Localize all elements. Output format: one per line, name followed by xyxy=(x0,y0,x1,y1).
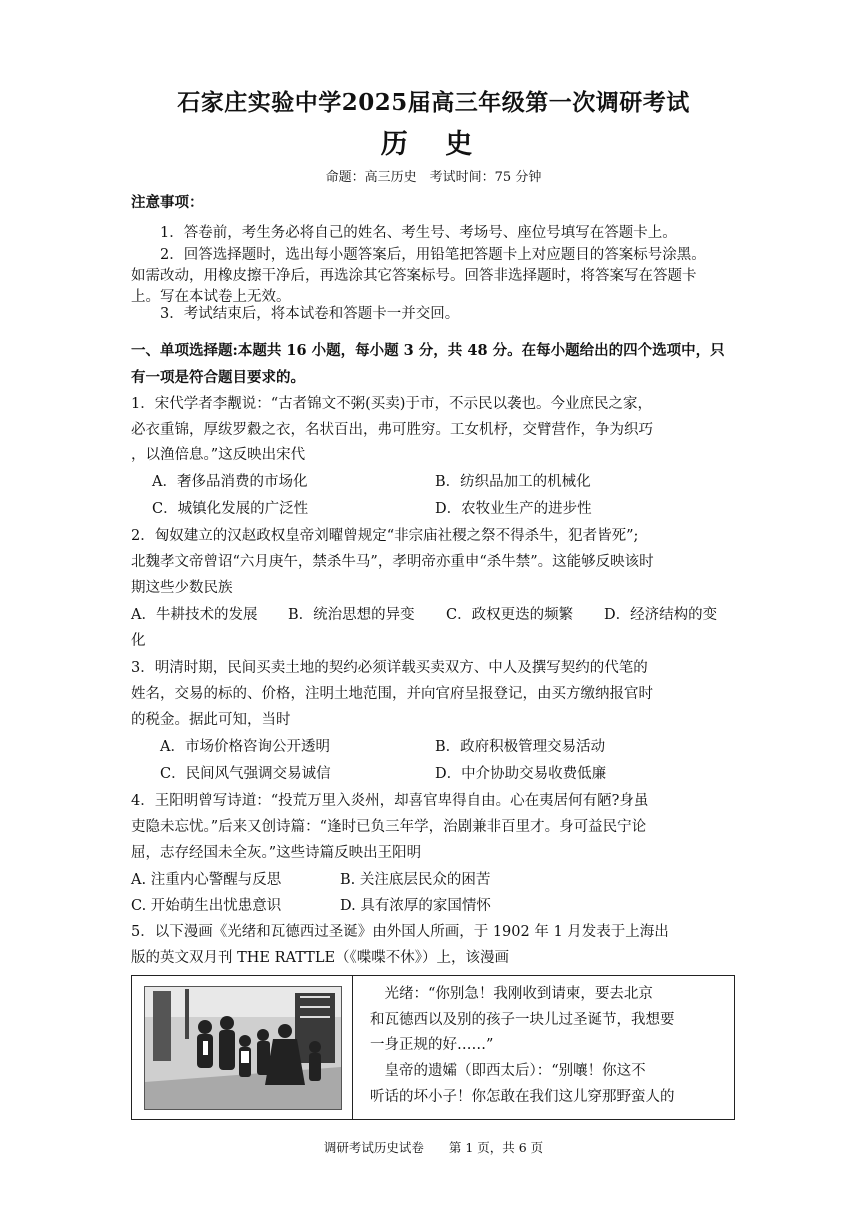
q4-option-c[interactable]: C. 开始萌生出忧患意识 xyxy=(131,898,282,914)
q3-stem: 的税金。据此可知，当时 xyxy=(131,712,291,728)
q5-material-box xyxy=(131,975,735,1120)
q2-option-b[interactable]: B．统治思想的异变 xyxy=(288,607,415,623)
q4-option-b[interactable]: B. 关注底层民众的困苦 xyxy=(340,872,491,888)
q1-option-d[interactable]: D．农牧业生产的进步性 xyxy=(435,501,592,517)
cartoon-image xyxy=(144,986,342,1110)
page-footer: 调研考试历史试卷 第 1 页，共 6 页 xyxy=(323,1140,544,1155)
exam-meta: 命题：高三历史 考试时间：75 分钟 xyxy=(325,170,542,185)
box-divider xyxy=(352,976,353,1119)
q4-option-d[interactable]: D. 具有浓厚的家国情怀 xyxy=(340,898,491,914)
q1-option-a[interactable]: A．奢侈品消费的市场化 xyxy=(152,474,308,490)
q5-material-line: 皇帝的遗孀（即西太后）：“别嚷！你这不 xyxy=(370,1063,646,1079)
q2-option-c[interactable]: C．政权更迭的频繁 xyxy=(446,607,574,623)
section-heading: 一、单项选择题:本题共 16 小题，每小题 3 分，共 48 分。在每小题给出的四个选项中，只 xyxy=(131,342,725,359)
q1-option-b[interactable]: B．纺织品加工的机械化 xyxy=(435,474,591,490)
q5-material-line: 光绪：“你别急！我刚收到请柬，要去北京 xyxy=(370,986,653,1002)
q2-stem: 北魏孝文帝曾诏“六月庚午，禁杀牛马”，孝明帝亦重申“杀牛禁”。这能够反映该时 xyxy=(131,554,654,570)
section-heading-cont: 有一项是符合题目要求的。 xyxy=(131,369,305,386)
q4-option-a[interactable]: A. 注重内心警醒与反思 xyxy=(131,872,282,888)
q3-stem: 姓名，交易的标的、价格，注明土地范围，并向官府呈报登记，由买方缴纳报官时 xyxy=(131,686,653,702)
q1-stem: 必衣重锦，厚绂罗縠之衣，名状百出，弗可胜穷。工女机杼，交臂营作，争为织巧 xyxy=(131,422,653,438)
q1-stem: 1．宋代学者李觏说：“古者锦文不粥(买卖)于市，不示民以袭也。今业庶民之家， xyxy=(131,396,652,412)
q1-stem: ，以渔倍息。”这反映出宋代 xyxy=(131,447,306,463)
exam-title: 石家庄实验中学2025届高三年级第一次调研考试 xyxy=(177,89,690,116)
notes-line: 2．回答选择题时，选出每小题答案后，用铅笔把答题卡上对应题目的答案标号涂黑。 xyxy=(160,247,706,263)
q2-stem: 2．匈奴建立的汉赵政权皇帝刘曜曾规定“非宗庙社稷之祭不得杀牛，犯者皆死”; xyxy=(131,528,639,544)
q5-material-line: 一身正规的好……” xyxy=(370,1037,494,1053)
q5-stem: 5．以下漫画《光绪和瓦德西过圣诞》由外国人所画，于 1902 年 1 月发表于上海出 xyxy=(131,924,669,940)
cartoon-illustration xyxy=(145,987,341,1109)
notes-line: 如需改动，用橡皮擦干净后，再选涂其它答案标号。回答非选择题时，将答案写在答题卡 xyxy=(131,268,697,284)
q4-stem: 屈，志存经国未全灰。”这些诗篇反映出王阳明 xyxy=(131,845,422,861)
q5-material-line: 和瓦德西以及别的孩子一块儿过圣诞节，我想要 xyxy=(370,1012,675,1028)
q4-stem: 4．王阳明曾写诗道：“投荒万里入炎州，却喜官卑得自由。心在夷居何有陋?身虽 xyxy=(131,793,649,809)
exam-subject: 历 史 xyxy=(380,129,487,160)
notes-line: 1．答卷前，考生务必将自己的姓名、考生号、考场号、座位号填写在答题卡上。 xyxy=(160,225,677,241)
q1-option-c[interactable]: C．城镇化发展的广泛性 xyxy=(152,501,309,517)
q2-option-d[interactable]: D．经济结构的变 xyxy=(604,607,718,623)
notes-heading: 注意事项： xyxy=(131,194,204,211)
notes-line: 上。写在本试卷上无效。 xyxy=(131,289,291,305)
q3-option-c[interactable]: C．民间风气强调交易诚信 xyxy=(160,766,331,782)
q3-option-a[interactable]: A．市场价格咨询公开透明 xyxy=(160,739,330,755)
q5-stem: 版的英文双月刊 THE RATTLE（《喋喋不休》）上，该漫画 xyxy=(131,950,510,966)
q2-option-a[interactable]: A．牛耕技术的发展 xyxy=(131,607,258,623)
q3-stem: 3．明清时期，民间买卖土地的契约必须详载买卖双方、中人及撰写契约的代笔的 xyxy=(131,660,648,676)
q4-stem: 吏隐未忘忧。”后来又创诗篇：“逢时已负三年学，治剧兼非百里才。身可益民宁论 xyxy=(131,819,647,835)
q3-option-b[interactable]: B．政府积极管理交易活动 xyxy=(435,739,606,755)
q5-material-line: 听话的坏小子！你怎敢在我们这儿穿那野蛮人的 xyxy=(370,1089,675,1105)
notes-line: 3．考试结束后，将本试卷和答题卡一并交回。 xyxy=(160,306,460,322)
q2-option-d-cont: 化 xyxy=(131,633,146,649)
q2-stem: 期这些少数民族 xyxy=(131,580,233,596)
q3-option-d[interactable]: D．中介协助交易收费低廉 xyxy=(435,766,607,782)
